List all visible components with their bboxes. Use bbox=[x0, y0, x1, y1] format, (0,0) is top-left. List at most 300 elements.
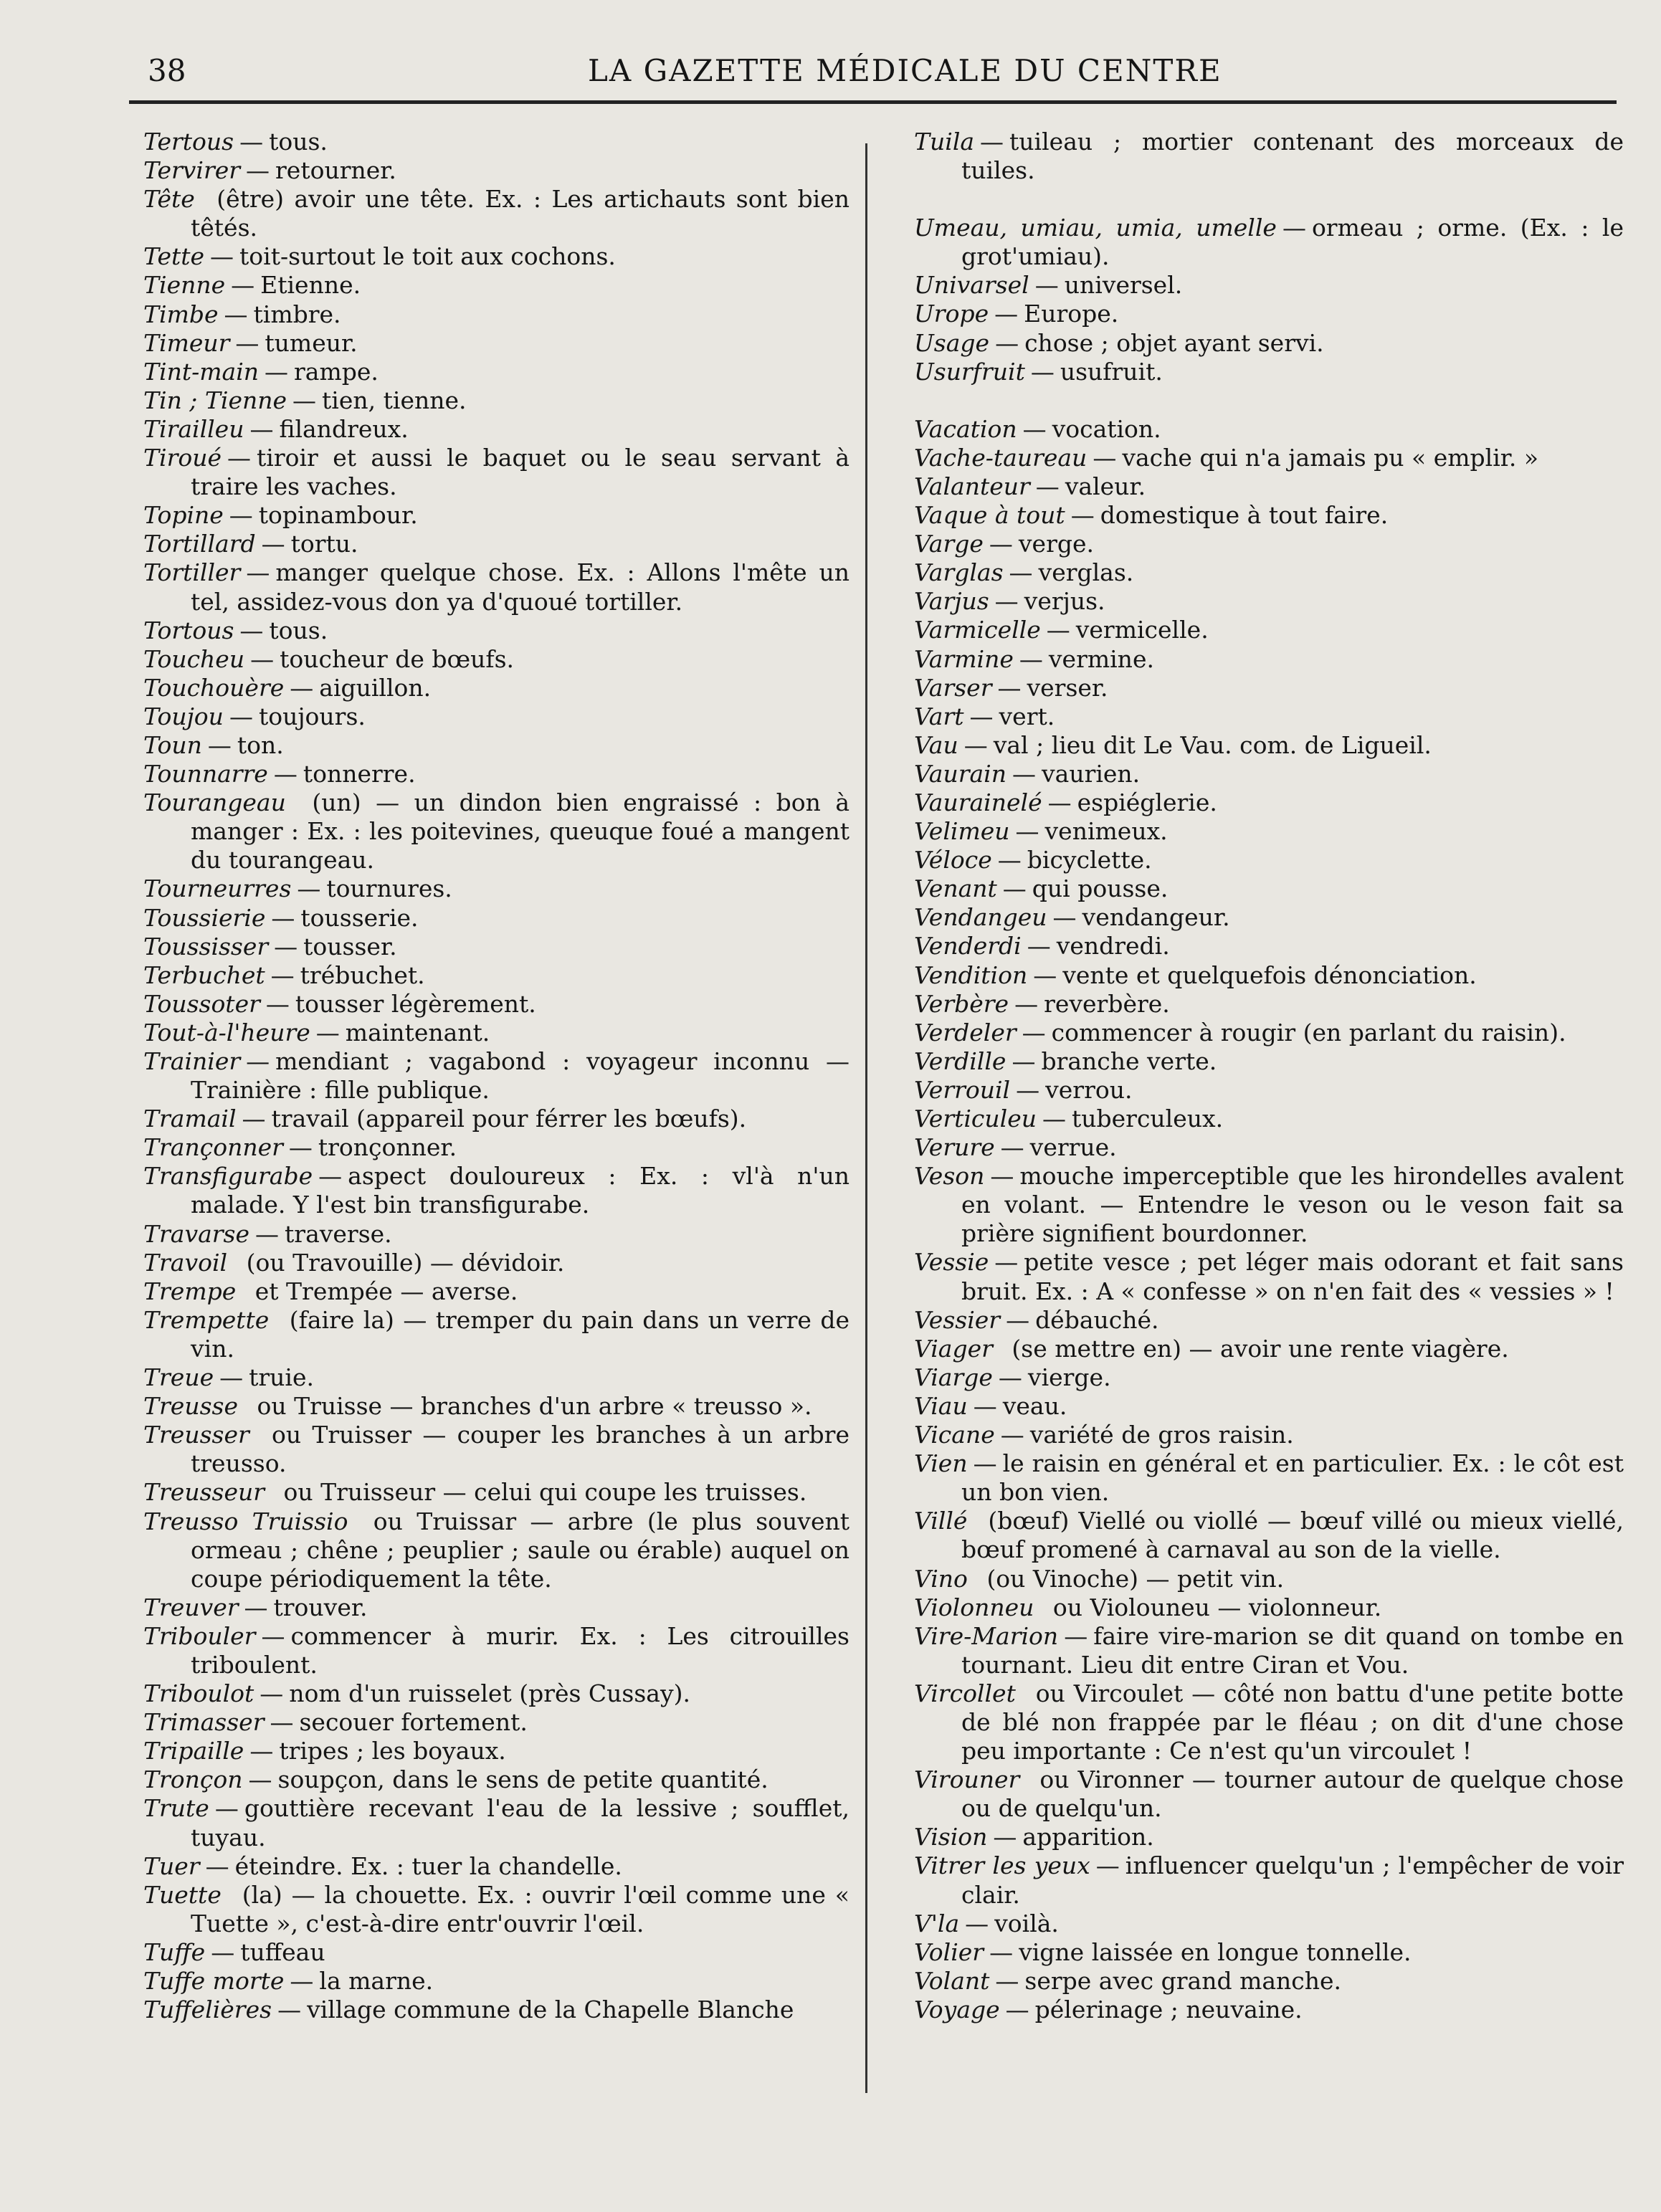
entry-separator: — bbox=[248, 1765, 272, 1794]
entry-definition: (se mettre en) — avoir une rente viagère. bbox=[1012, 1334, 1509, 1363]
entry-definition: verjus. bbox=[1024, 587, 1105, 616]
entry-separator: — bbox=[994, 587, 1019, 616]
entry-headword: Tortiller bbox=[143, 558, 241, 587]
entry-headword: Tripaille bbox=[143, 1737, 244, 1765]
glossary-entry bbox=[914, 415, 1624, 444]
glossary-entry bbox=[914, 1449, 1624, 1507]
entry-separator: — bbox=[1016, 1075, 1040, 1104]
glossary-entry bbox=[914, 1335, 1624, 1363]
entry-definition: (être) avoir une tête. Ex. : Les artichauts sont bien têtés. bbox=[191, 185, 849, 242]
entry-definition: voilà. bbox=[994, 1909, 1059, 1937]
entry-headword: Vessier bbox=[914, 1305, 1001, 1334]
entry-headword: Treusso Truissio bbox=[143, 1507, 348, 1535]
glossary-entry bbox=[914, 530, 1624, 558]
entry-headword: Tiroué bbox=[143, 444, 222, 472]
entry-headword: Trançonner bbox=[143, 1133, 283, 1162]
entry-separator: — bbox=[231, 271, 255, 300]
entry-definition: reverbère. bbox=[1044, 989, 1170, 1018]
entry-headword: Varge bbox=[914, 530, 984, 558]
glossary-entry bbox=[914, 932, 1624, 960]
entry-headword: Varglas bbox=[914, 558, 1004, 587]
entry-definition: tousser légèrement. bbox=[295, 989, 536, 1018]
glossary-entry bbox=[914, 1133, 1624, 1162]
glossary-entry bbox=[914, 558, 1624, 587]
entry-definition: tien, tienne. bbox=[322, 386, 467, 414]
entry-definition: vendangeur. bbox=[1082, 903, 1230, 932]
entry-headword: Timeur bbox=[143, 328, 230, 357]
entry-definition: verrue. bbox=[1029, 1133, 1117, 1162]
entry-headword: Vien bbox=[914, 1449, 968, 1478]
entry-definition: mouche imperceptible que les hirondelles avalent en volant. — Entendre le veson ou le veson fait sa prière signifient bourdonner. bbox=[961, 1162, 1624, 1248]
entry-definition: ou Truisse — branches d'un arbre « treusso ». bbox=[257, 1392, 812, 1421]
entry-headword: Vau bbox=[914, 730, 958, 759]
entry-separator: — bbox=[255, 1219, 280, 1248]
entry-separator: — bbox=[1000, 1421, 1024, 1449]
entry-headword: Tounnarre bbox=[143, 760, 268, 788]
glossary-entry bbox=[143, 1478, 849, 1507]
entry-separator: — bbox=[239, 616, 264, 644]
glossary-entry bbox=[143, 760, 849, 788]
entry-headword: Vendition bbox=[914, 960, 1028, 989]
entry-headword: Varjus bbox=[914, 587, 989, 616]
entry-headword: Travoil bbox=[143, 1248, 228, 1277]
entry-separator: — bbox=[1015, 817, 1039, 846]
entry-headword: Toucheu bbox=[143, 644, 245, 673]
entry-separator: — bbox=[229, 702, 253, 730]
entry-separator: — bbox=[250, 644, 275, 673]
entry-separator: — bbox=[239, 128, 264, 156]
entry-definition: (la) — la chouette. Ex. : ouvrir l'œil comme une « Tuette », c'est-à-dire entr'ouvrir l'œil. bbox=[191, 1880, 849, 1937]
glossary-entry bbox=[914, 1019, 1624, 1047]
glossary-entry bbox=[143, 271, 849, 300]
glossary-entry bbox=[143, 990, 849, 1019]
glossary-entry bbox=[143, 1306, 849, 1363]
entry-separator bbox=[236, 1277, 255, 1305]
entry-separator: — bbox=[1035, 472, 1060, 500]
glossary-entry bbox=[143, 874, 849, 903]
entry-separator: — bbox=[1012, 1047, 1036, 1075]
entry-separator: — bbox=[1282, 214, 1306, 242]
glossary-entry bbox=[914, 1162, 1624, 1248]
entry-headword: Verticuleu bbox=[914, 1105, 1037, 1133]
entry-headword: Tin ; Tienne bbox=[143, 386, 287, 414]
glossary-entry bbox=[143, 1852, 849, 1881]
entry-definition: petite vesce ; pet léger mais odorant et fait sans bruit. Ex. : A « confesse » on n'en fait des « vessies » ! bbox=[961, 1248, 1624, 1305]
entry-definition: mendiant ; vagabond : voyageur inconnu — Trainière : fille publique. bbox=[191, 1047, 849, 1105]
entry-separator: — bbox=[224, 300, 248, 328]
entry-headword: Vessie bbox=[914, 1248, 989, 1277]
entry-separator bbox=[968, 1565, 987, 1593]
entry-definition: vocation. bbox=[1052, 414, 1161, 443]
glossary-entry bbox=[143, 530, 849, 558]
glossary-entry bbox=[914, 1105, 1624, 1133]
entry-separator: — bbox=[207, 730, 232, 759]
entry-separator: — bbox=[249, 414, 274, 443]
entry-separator: — bbox=[989, 1937, 1014, 1966]
entry-separator: — bbox=[277, 1996, 302, 2024]
entry-separator bbox=[269, 1306, 289, 1334]
entry-headword: Valanteur bbox=[914, 472, 1030, 500]
glossary-entry bbox=[914, 1622, 1624, 1679]
column-divider bbox=[865, 143, 867, 2093]
glossary-entry bbox=[143, 1363, 849, 1392]
entry-separator: — bbox=[1012, 759, 1036, 788]
entry-definition: ou Truisser — couper les branches à un arbre treusso. bbox=[191, 1421, 849, 1478]
entry-definition: toit-surtout le toit aux cochons. bbox=[239, 242, 616, 271]
entry-definition: topinambour. bbox=[258, 501, 418, 530]
glossary-entry bbox=[143, 444, 849, 501]
entry-headword: Tortous bbox=[143, 616, 234, 644]
glossary-entry bbox=[143, 300, 849, 329]
entry-headword: Urope bbox=[914, 300, 989, 328]
entry-separator: — bbox=[1034, 271, 1059, 300]
glossary-entry bbox=[143, 702, 849, 731]
glossary-entry bbox=[914, 1679, 1624, 1765]
left-column bbox=[143, 128, 849, 2024]
glossary-entry bbox=[914, 587, 1624, 616]
entry-definition: toucheur de bœufs. bbox=[280, 644, 515, 673]
glossary-entry bbox=[914, 1938, 1624, 1967]
entry-separator: — bbox=[211, 1937, 235, 1966]
glossary-entry bbox=[143, 1133, 849, 1162]
glossary-entry bbox=[914, 702, 1624, 731]
entry-definition: valeur. bbox=[1065, 472, 1146, 500]
entry-separator: — bbox=[1033, 960, 1057, 989]
glossary-entry bbox=[914, 1565, 1624, 1593]
entry-definition: (un) — un dindon bien engraissé : bon à manger : Ex. : les poitevines, queuque foué a mangent du tourangeau. bbox=[191, 788, 849, 874]
entry-separator: — bbox=[990, 1162, 1014, 1191]
entry-definition: tronçonner. bbox=[318, 1133, 457, 1162]
entry-separator bbox=[265, 1478, 284, 1506]
glossary-entry bbox=[914, 1306, 1624, 1335]
glossary-entry bbox=[143, 961, 849, 990]
entry-headword: Veson bbox=[914, 1162, 985, 1191]
entry-definition: retourner. bbox=[275, 156, 396, 185]
entry-separator: — bbox=[229, 501, 253, 530]
entry-separator: — bbox=[288, 1133, 313, 1162]
entry-headword: Volant bbox=[914, 1966, 990, 1995]
entry-definition: domestique à tout faire. bbox=[1100, 501, 1389, 530]
entry-headword: Tramail bbox=[143, 1105, 237, 1133]
entry-headword: Vendangeu bbox=[914, 903, 1047, 932]
entry-separator bbox=[1034, 1593, 1053, 1621]
entry-definition: trouver. bbox=[273, 1593, 368, 1621]
entry-definition: ou Violouneu — violonneur. bbox=[1052, 1593, 1382, 1621]
entry-separator: — bbox=[1009, 558, 1033, 587]
entry-definition: val ; lieu dit Le Vau. com. de Ligueil. bbox=[993, 730, 1432, 759]
entry-definition: apparition. bbox=[1022, 1823, 1154, 1851]
glossary-entry bbox=[914, 214, 1624, 271]
entry-definition: faire vire-marion se dit quand on tombe en tournant. Lieu dit entre Ciran et Vou. bbox=[961, 1621, 1624, 1679]
glossary-entry bbox=[143, 1794, 849, 1851]
entry-separator: — bbox=[290, 673, 314, 702]
entry-definition: soupçon, dans le sens de petite quantité. bbox=[277, 1765, 768, 1794]
glossary-entry bbox=[914, 1076, 1624, 1105]
entry-definition: vaurien. bbox=[1042, 759, 1141, 788]
glossary-entry bbox=[914, 501, 1624, 530]
entry-definition: ou Vironner — tourner autour de quelque chose ou de quelqu'un. bbox=[961, 1765, 1624, 1823]
entry-headword: Vaurainelé bbox=[914, 788, 1042, 816]
page-title: LA GAZETTE MÉDICALE DU CENTRE bbox=[588, 53, 1222, 88]
entry-headword: Treue bbox=[143, 1363, 214, 1392]
entry-separator: — bbox=[995, 328, 1019, 357]
entry-headword: Timbe bbox=[143, 300, 219, 328]
glossary-entry bbox=[143, 1019, 849, 1047]
entry-separator: — bbox=[1042, 1105, 1066, 1133]
entry-separator: — bbox=[1022, 414, 1047, 443]
entry-headword: Transfigurabe bbox=[143, 1162, 313, 1191]
glossary-entry bbox=[143, 1249, 849, 1277]
entry-separator bbox=[222, 1881, 242, 1909]
entry-separator bbox=[238, 1392, 257, 1420]
entry-headword: Tertous bbox=[143, 128, 234, 156]
entry-headword: Vicane bbox=[914, 1421, 995, 1449]
entry-headword: Varser bbox=[914, 673, 992, 702]
entry-definition: pélerinage ; neuvaine. bbox=[1034, 1995, 1303, 2023]
entry-separator: — bbox=[965, 1909, 989, 1937]
glossary-entry bbox=[914, 616, 1624, 644]
entry-headword: Trimasser bbox=[143, 1708, 265, 1737]
glossary-entry bbox=[914, 271, 1624, 300]
entry-headword: Trute bbox=[143, 1794, 209, 1823]
entry-definition: timbre. bbox=[253, 300, 341, 328]
glossary-entry bbox=[143, 1593, 849, 1622]
glossary-entry bbox=[143, 128, 849, 156]
page-number: 38 bbox=[148, 53, 186, 88]
entry-headword: Voyage bbox=[914, 1995, 1000, 2023]
entry-definition: vache qui n'a jamais pu « emplir. » bbox=[1122, 443, 1539, 472]
entry-separator bbox=[993, 1335, 1012, 1363]
entry-separator bbox=[286, 788, 313, 816]
entry-separator: — bbox=[1005, 1995, 1029, 2023]
entry-definition: tuberculeux. bbox=[1072, 1105, 1224, 1133]
entry-definition: espiéglerie. bbox=[1077, 788, 1217, 816]
entry-separator: — bbox=[292, 386, 317, 414]
entry-separator: — bbox=[214, 1794, 239, 1823]
entry-headword: Usage bbox=[914, 328, 990, 357]
entry-definition: aspect douloureux : Ex. : vl'à n'un malade. Y l'est bin transfigurabe. bbox=[191, 1162, 849, 1219]
entry-separator: — bbox=[270, 1708, 294, 1737]
page-header bbox=[129, 44, 1620, 95]
entry-headword: Venderdi bbox=[914, 932, 1022, 960]
entry-separator: — bbox=[261, 1621, 285, 1650]
entry-headword: Tête bbox=[143, 185, 195, 214]
entry-separator: — bbox=[989, 530, 1013, 558]
entry-separator: — bbox=[260, 1679, 284, 1708]
entry-separator: — bbox=[244, 1593, 268, 1621]
entry-headword: Volier bbox=[914, 1937, 984, 1966]
entry-headword: Tuila bbox=[914, 128, 975, 156]
glossary-entry bbox=[914, 645, 1624, 674]
entry-headword: Treusseur bbox=[143, 1478, 265, 1507]
entry-separator: — bbox=[1030, 357, 1055, 386]
entry-separator: — bbox=[1064, 1621, 1088, 1650]
entry-separator bbox=[1016, 1679, 1036, 1707]
entry-definition: toujours. bbox=[258, 702, 366, 730]
glossary-entry bbox=[914, 1765, 1624, 1823]
glossary-entry bbox=[914, 1967, 1624, 1996]
entry-separator: — bbox=[318, 1162, 343, 1191]
glossary-entry bbox=[914, 1996, 1624, 2024]
entry-headword: Vache-taureau bbox=[914, 443, 1087, 472]
header-rule bbox=[129, 100, 1617, 104]
glossary-entry bbox=[143, 674, 849, 702]
entry-definition: tumeur. bbox=[265, 328, 358, 357]
entry-separator: — bbox=[315, 1018, 340, 1047]
glossary-entry bbox=[143, 1737, 849, 1765]
entry-headword: Usurfruit bbox=[914, 357, 1025, 386]
entry-separator: — bbox=[963, 730, 988, 759]
entry-separator: — bbox=[980, 128, 1004, 156]
entry-separator: — bbox=[1019, 644, 1043, 673]
entry-definition: truie. bbox=[249, 1363, 314, 1392]
glossary-entry bbox=[914, 1363, 1624, 1392]
entry-definition: (faire la) — tremper du pain dans un verre de vin. bbox=[191, 1305, 849, 1363]
glossary-entry bbox=[143, 788, 849, 874]
entry-headword: Verrouil bbox=[914, 1075, 1011, 1104]
right-column bbox=[914, 128, 1624, 2024]
entry-separator: — bbox=[1002, 874, 1027, 903]
entry-headword: Tuffelières bbox=[143, 1996, 272, 2024]
entry-definition: ormeau ; orme. (Ex. : le grot'umiau). bbox=[961, 214, 1624, 271]
section-gap bbox=[914, 386, 1624, 415]
glossary-entry bbox=[914, 874, 1624, 903]
entry-headword: Vacation bbox=[914, 414, 1017, 443]
entry-headword: V'la bbox=[914, 1909, 960, 1937]
entry-definition: tournures. bbox=[326, 874, 452, 903]
entry-definition: veau. bbox=[1002, 1391, 1067, 1420]
entry-separator: — bbox=[993, 1823, 1017, 1851]
entry-separator: — bbox=[271, 903, 295, 932]
glossary-entry bbox=[914, 788, 1624, 817]
entry-headword: Travarse bbox=[143, 1219, 250, 1248]
entry-separator: — bbox=[1052, 903, 1077, 932]
entry-definition: vente et quelquefois dénonciation. bbox=[1062, 960, 1477, 989]
entry-headword: Verdeler bbox=[914, 1018, 1017, 1047]
glossary-entry bbox=[914, 1047, 1624, 1076]
entry-headword: Tout-à-l'heure bbox=[143, 1018, 310, 1047]
entry-separator: — bbox=[265, 989, 290, 1018]
entry-separator: — bbox=[998, 1363, 1022, 1391]
entry-separator: — bbox=[265, 357, 289, 386]
entry-definition: verser. bbox=[1027, 673, 1108, 702]
glossary-entry bbox=[914, 1248, 1624, 1305]
entry-headword: Trempe bbox=[143, 1277, 237, 1305]
entry-definition: tortu. bbox=[290, 530, 358, 558]
glossary-entry bbox=[914, 961, 1624, 990]
entry-definition: filandreux. bbox=[279, 414, 409, 443]
entry-headword: Viarge bbox=[914, 1363, 993, 1391]
entry-definition: venimeux. bbox=[1044, 817, 1168, 846]
glossary-entry bbox=[914, 731, 1624, 760]
entry-definition: universel. bbox=[1064, 271, 1183, 300]
entry-headword: Verdille bbox=[914, 1047, 1006, 1075]
entry-headword: Vaque à tout bbox=[914, 501, 1065, 530]
entry-definition: aiguillon. bbox=[319, 673, 432, 702]
glossary-entry bbox=[143, 1622, 849, 1679]
glossary-entry bbox=[914, 846, 1624, 874]
entry-headword: Verure bbox=[914, 1133, 995, 1162]
entry-definition: ton. bbox=[237, 730, 284, 759]
entry-definition: usufruit. bbox=[1060, 357, 1163, 386]
entry-definition: gouttière recevant l'eau de la lessive ; soufflet, tuyau. bbox=[191, 1794, 849, 1851]
entry-headword: Tuer bbox=[143, 1851, 200, 1880]
entry-definition: débauché. bbox=[1035, 1305, 1159, 1334]
entry-definition: rampe. bbox=[294, 357, 379, 386]
entry-separator: — bbox=[249, 1737, 274, 1765]
entry-headword: Verbère bbox=[914, 989, 1009, 1018]
entry-separator: — bbox=[273, 760, 298, 788]
entry-definition: traverse. bbox=[285, 1219, 392, 1248]
entry-definition: maintenant. bbox=[345, 1018, 490, 1047]
glossary-entry bbox=[914, 358, 1624, 386]
entry-separator: — bbox=[290, 1967, 314, 1995]
entry-definition: vert. bbox=[999, 702, 1055, 730]
entry-definition: ou Truisseur — celui qui coupe les truisses. bbox=[283, 1478, 807, 1507]
glossary-entry bbox=[143, 242, 849, 271]
glossary-entry bbox=[914, 329, 1624, 358]
entry-separator bbox=[195, 185, 216, 213]
glossary-entry bbox=[914, 1593, 1624, 1622]
entry-separator: — bbox=[246, 1047, 270, 1075]
glossary-entry bbox=[143, 616, 849, 645]
glossary-entry bbox=[914, 1823, 1624, 1851]
entry-definition: tousserie. bbox=[300, 903, 419, 932]
entry-definition: vierge. bbox=[1027, 1363, 1111, 1391]
glossary-entry bbox=[914, 472, 1624, 501]
entry-headword: Virouner bbox=[914, 1765, 1020, 1794]
entry-separator: — bbox=[274, 932, 298, 960]
entry-definition: la marne. bbox=[319, 1967, 434, 1995]
glossary-entry bbox=[143, 501, 849, 530]
entry-headword: Villé bbox=[914, 1507, 968, 1535]
entry-headword: Viager bbox=[914, 1334, 993, 1363]
entry-headword: Vitrer les yeux bbox=[914, 1851, 1090, 1880]
entry-separator: — bbox=[210, 242, 234, 271]
entry-separator: — bbox=[1047, 788, 1072, 816]
glossary-entry bbox=[143, 1105, 849, 1133]
entry-separator: — bbox=[219, 1363, 244, 1392]
entry-definition: tous. bbox=[269, 616, 328, 644]
entry-headword: Tuette bbox=[143, 1880, 222, 1909]
entry-definition: variété de gros raisin. bbox=[1029, 1421, 1294, 1449]
glossary-entry bbox=[143, 1996, 849, 2024]
glossary-entry bbox=[914, 817, 1624, 846]
entry-headword: Violonneu bbox=[914, 1593, 1034, 1621]
entry-definition: Europe. bbox=[1024, 300, 1119, 328]
glossary-entry bbox=[143, 645, 849, 674]
entry-definition: éteindre. Ex. : tuer la chandelle. bbox=[234, 1851, 622, 1880]
glossary-entry bbox=[143, 1507, 849, 1593]
entry-headword: Varmicelle bbox=[914, 616, 1041, 644]
entry-headword: Triboulot bbox=[143, 1679, 254, 1708]
entry-definition: commencer à rougir (en parlant du raisin). bbox=[1051, 1018, 1566, 1047]
entry-separator: — bbox=[969, 702, 994, 730]
entry-headword: Tourneurres bbox=[143, 874, 292, 903]
glossary-entry bbox=[914, 674, 1624, 702]
entry-headword: Treusse bbox=[143, 1392, 238, 1421]
entry-separator: — bbox=[1070, 501, 1095, 530]
glossary-entry bbox=[143, 1162, 849, 1219]
glossary-entry bbox=[143, 386, 849, 415]
entry-definition: qui pousse. bbox=[1032, 874, 1169, 903]
entry-headword: Treuver bbox=[143, 1593, 239, 1621]
glossary-entry bbox=[143, 1277, 849, 1306]
entry-headword: Trempette bbox=[143, 1305, 270, 1334]
entry-headword: Tronçon bbox=[143, 1765, 243, 1794]
entry-definition: tripes ; les boyaux. bbox=[279, 1737, 506, 1765]
entry-headword: Tette bbox=[143, 242, 205, 271]
